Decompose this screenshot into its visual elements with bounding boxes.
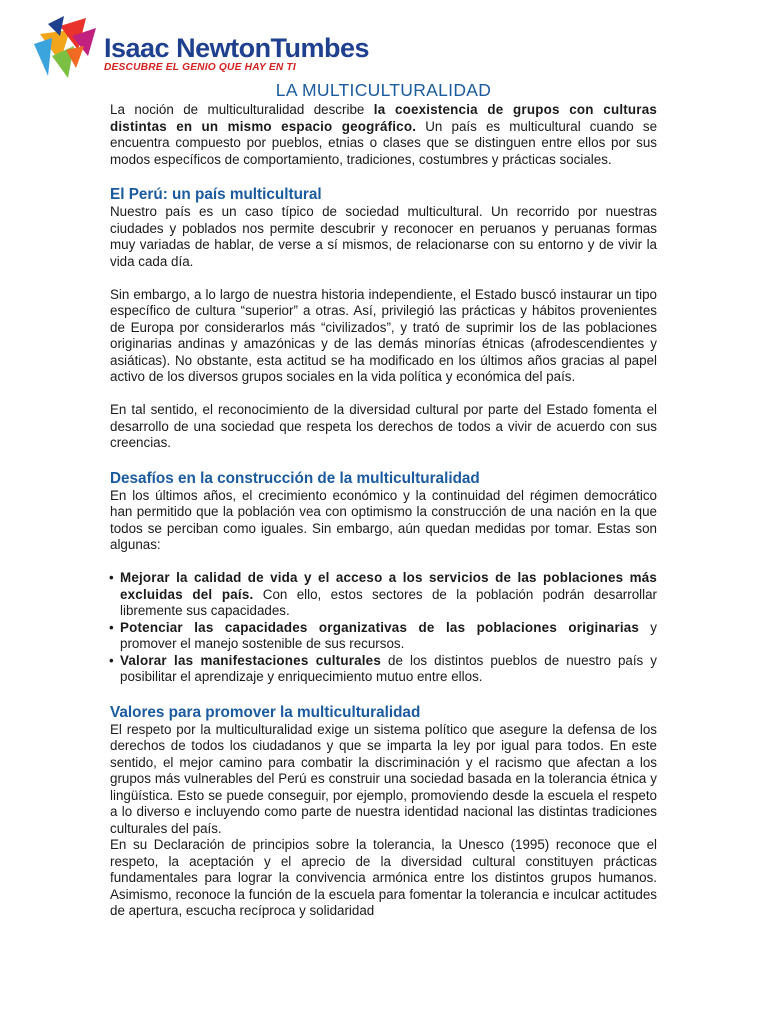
multicolor-abstract-logo-icon — [30, 16, 100, 80]
section2-paragraph-1: En los últimos años, el crecimiento económico y la continuidad del régimen democrático han permitido que la población vea con optimismo la construcción de una nación en la que todos se perciban como iguales. Sin embargo, aún quedan medidas por tomar. Estas son algunas: — [110, 487, 657, 552]
list-item — [110, 570, 657, 620]
logo-header — [30, 16, 370, 80]
page-title: LA MULTICULTURALIDAD — [275, 80, 492, 100]
bullet-bold: Valorar las manifestaciones culturales — [120, 652, 381, 668]
section-heading-peru: El Perú: un país multicultural — [110, 186, 322, 203]
spacer — [110, 168, 657, 186]
spacer — [110, 270, 657, 287]
brand — [104, 33, 370, 73]
bullet-text: de los distintos pueblos de nuestro país y posibilitar el aprendizaje y enriquecimiento mutuo entre ellos. — [120, 652, 658, 684]
brand-tagline: DESCUBRE EL GENIO QUE HAY EN TI — [104, 62, 296, 73]
section1-paragraph-3: En tal sentido, el reconocimiento de la diversidad cultural por parte del Estado fomenta el desarrollo de una sociedad que respeta los derechos de todos a vivir de acuerdo con sus creencias. — [110, 402, 657, 450]
intro-post: Un país es multicultural cuando se encuentra compuesto por pueblos, etnias o clases que se distinguen entre ellos por sus modos específicos de comportamiento, tradiciones, costumbres y prácticas sociales. — [110, 118, 658, 167]
spacer — [110, 386, 657, 403]
spacer — [110, 686, 657, 704]
section1-paragraph-1: Nuestro país es un caso típico de sociedad multicultural. Un recorrido por nuestras ciudades y poblados nos permite descubrir y reconocer en peruanos y peruanas formas muy variadas de hablar, de verse a sí mismos, de relacionarse con su entorno y de vivir la vida cada día. — [110, 204, 657, 269]
list-item — [110, 620, 657, 653]
bullet-marker: • — [109, 619, 114, 635]
bullet-bold: Potenciar las capacidades organizativas de las poblaciones originarias — [120, 619, 640, 635]
section3-paragraph-2: En su Declaración de principios sobre la tolerancia, la Unesco (1995) reconoce que el respeto, la aceptación y el aprecio de la diversidad cultural constituyen prácticas fundamentales para lograr la convivencia armónica entre los distintos grupos humanos. Asimismo, reconoce la función de la escuela para fomentar la tolerancia e inculcar actitudes de apertura, escucha recíproca y solidaridad — [110, 837, 657, 918]
list-item — [110, 653, 657, 686]
section-heading-valores: Valores para promover la multiculturalidad — [110, 703, 421, 721]
intro-bold: la coexistencia de grupos con culturas distintas en un mismo espacio geográfico. — [110, 102, 657, 134]
spacer — [110, 554, 657, 571]
bullet-text: y promover el manejo sostenible de sus recursos. — [120, 619, 658, 651]
document-body — [110, 80, 657, 920]
bullet-text: Con ello, estos sectores de la población podrán desarrollar libremente sus capacidades. — [120, 586, 657, 618]
bullet-marker: • — [109, 570, 114, 585]
bullet-marker: • — [109, 652, 114, 668]
intro-pre: La noción de multiculturalidad describe — [110, 102, 374, 117]
bullet-list — [110, 570, 657, 686]
spacer — [110, 452, 657, 470]
bullet-bold: Mejorar la calidad de vida y el acceso a los servicios de las poblaciones más excluidas del país. — [120, 570, 657, 602]
section-heading-desafios: Desafíos en la construcción de la multiculturalidad — [110, 469, 480, 487]
intro-paragraph — [110, 102, 657, 168]
section3-paragraph-1: El respeto por la multiculturalidad exige un sistema político que asegure la defensa de los derechos de todos los ciudadanos y que se imparta la ley por igual para todos. En este sentido, el mejor camino para combatir la discriminación y el racismo que afectan a los grupos más vulnerables del Perú es construir una sociedad basada en la tolerancia étnica y lingüística. Esto se puede conseguir, por ejemplo, promoviendo desde la escuela el respeto a lo diverso e incluyendo como parte de nuestra identidad nacional las distintas tradiciones culturales del país. — [110, 721, 657, 836]
brand-name: Isaac NewtonTumbes — [104, 33, 370, 63]
section1-paragraph-2: Sin embargo, a lo largo de nuestra historia independiente, el Estado buscó instaurar un tipo específico de cultura “superior” a otras. Así, privilegió las prácticas y hábitos provenientes de Europa por considerarlos más “civilizados”, y trató de suprimir los de las poblaciones originarias andinas y amazónicas y de las demás minorías étnicas (afrodescendientes y asiáticas). No obstante, esta actitud se ha modificado en los últimos años gracias al papel activo de los diversos grupos sociales en la vida política y económica del país. — [110, 286, 657, 384]
